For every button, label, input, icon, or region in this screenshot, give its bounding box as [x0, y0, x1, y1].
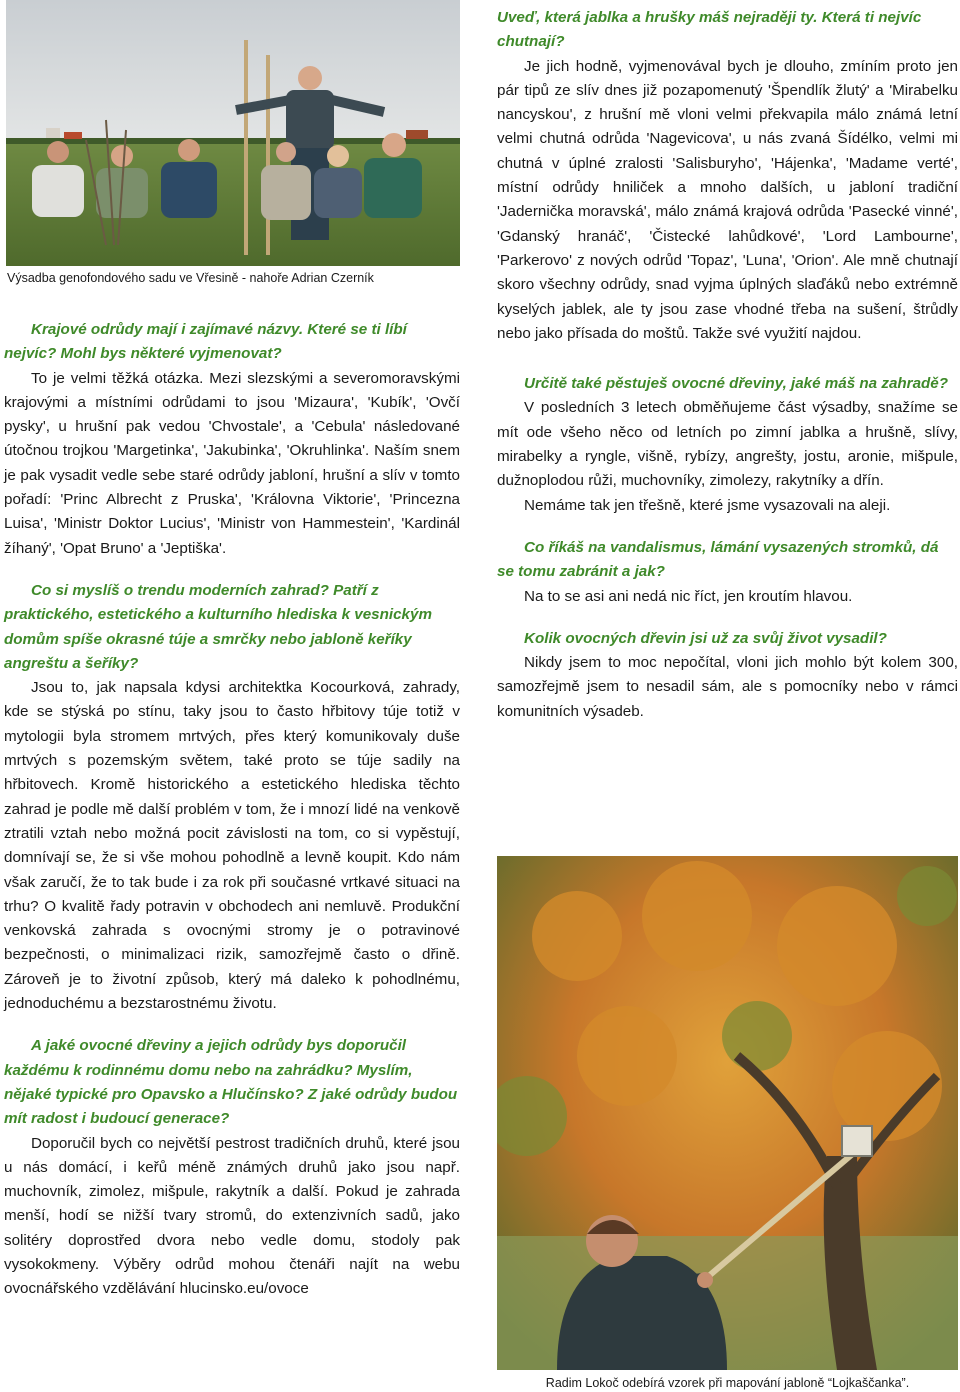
photo-planting-caption: Výsadba genofondového sadu ve Vřesině - nahoře Adrian Czerník: [7, 271, 374, 285]
answer-trees-planted: Nikdy jsem to moc nepočítal, vloni jich mohlo být kolem 300, samozřejmě jsem to nesadil sám, ale s pomocníky nebo v rámci komunitních výsadeb.: [497, 654, 958, 720]
question-modern-gardens: Co si myslíš o trendu moderních zahrad? Patří z praktického, estetického a kulturního hlediska k vesnickým domům spíše okrasné túje a smrčky nebo jabloně keříky angreštu a šeříky?: [4, 581, 432, 672]
answer-variety-names: To je velmi těžká otázka. Mezi slezskými a severomoravskými krajovými a místními odrůdami to jsou 'Mizaura', 'Kubík', 'Ovčí pysky', u hrušní pak vedou 'Chvostale', a 'Cebula' následované útočnou trojkou 'Margetinka', 'Jakubinka', 'Okruhlinka'. Naším snem je pak vysadit vedle sebe staré odrůdy jabloní, hrušní a slív v tomto pořadí: 'Princ Albrecht z Pruska', 'Královna Viktorie', 'Princezna Luisa', 'Ministr Doktor Lucius', 'Ministr von Hammestein', 'Kardinál žíhaný', 'Opat Bruno' a 'Jeptiška'.: [4, 369, 460, 557]
answer-modern-gardens: Jsou to, jak napsala kdysi architektka Kocourková, zahrady, kde se stýská po stínu, taky jsou to často hřbitovy túje totiž v mytologii byla stromem mrtvých, přes který komunikovaly duše mrtvých s pozemským světem, také proto se túje sadily na hřbitovech. Kromě historického a estetického hlediska těchto zahrad je podle mě další problém v tom, že i mnozí lidé na venkově ztratili vztah nebo možná pocit závislosti na tom, co si vypěstují, domnívají se, že si vše mohou pohodlně a levně koupit. Kdo nám však zaručí, že to tak bude i za rok při současné vrtkavé situaci na trhu? O kvalitě řady potravin v obchodech ani nemluvě. Produkční venkovská zahrada s ovocnými stromy je o potravinové bezpečnosti, o minimalizaci rizik, samozřejmě často o dřině. Zároveň je to životní způsob, který má daleko k pohodlnému, jednoduchému a bezstarostnému životu.: [4, 679, 460, 1013]
photo-apple-sampling: [497, 856, 958, 1370]
question-recommended-trees: A jaké ovocné dřeviny a jejich odrůdy bys doporučil každému k rodinnému domu nebo na zahrádku? Myslím, nějaké typické pro Opavsko a Hlučínsko? Z jaké odrůdy budou mít radost i budoucí generace?: [4, 1037, 458, 1128]
photo-planting-group: [6, 0, 460, 266]
question-favorite-apples: Uveď, která jablka a hrušky máš nejraději ty. Která ti nejvíc chutnají?: [497, 9, 922, 51]
answer-own-garden: V posledních 3 letech obměňujeme část výsadby, snažíme se mít ode všeho něco od letních po zimní jablka a hrušně, slívy, mirabelky a ryngle, višně, rybízy, angrešty, jostu, aronie, mišpule, dužnoplodou růži, muchovníky, zimolezy, rakytníky a dřín.: [497, 399, 958, 490]
question-vandalism: Co říkáš na vandalismus, lámání vysazených stromků, dá se tomu zabránit a jak?: [497, 538, 939, 581]
left-column: [4, 318, 460, 1302]
answer-own-garden-cherries: Nemáme tak jen třešně, které jsme vysazovali na aleji.: [524, 496, 891, 514]
question-variety-names: Krajové odrůdy mají i zajímavé názvy. Které se ti líbí nejvíc? Mohl bys některé vyjmenovat?: [4, 321, 407, 363]
answer-vandalism: Na to se asi ani nedá nic říct, jen kroutím hlavou.: [524, 587, 853, 605]
question-trees-planted: Kolik ovocných dřevin jsi už za svůj život vysadil?: [524, 629, 887, 647]
right-column: [497, 6, 958, 724]
photo-apple-sampling-caption: Radim Lokoč odebírá vzorek při mapování jabloně “Lojkaščanka”.: [545, 1376, 910, 1390]
answer-favorite-apples: Je jich hodně, vyjmenovával bych je dlouho, zmíním proto jen pár tipů ze slív dnes již pozapomenutý 'Špendlík žlutý' a 'Mirabelku nancyskou', z hrušní mě vloni velmi překvapila málo známá letní velmi chutná odrůda 'Nagevicova', u nás zvaná Šídélko, velmi mi chutná v úplné zralosti 'Salisburyho', 'Hájenka', 'Madame verté', místní odrůdy hniliček a mnoho dalších, u jabloní tradiční 'Jadernička moravská', málo známá krajová odrůda 'Pasecké vinné', 'Gdanský hranáč', 'Čistecké lahůdkové', 'Lord Lambourne', 'Parkerovo' z nových odrůd 'Topaz', 'Luna', 'Orion'. Ale mně chutnají skoro všechny odrůdy, snad vyjma úplných slaďáků nebo extrémně kyselých jablek, ale ty jsou zase vhodné třeba na sušení, štrůdly nebo jako přísada do moštů. Takže své využití najdou.: [497, 57, 958, 342]
question-own-garden: Určitě také pěstuješ ovocné dřeviny, jaké máš na zahradě?: [524, 375, 949, 393]
answer-recommended-trees: Doporučil bych co největší pestrost tradičních druhů, které jsou u nás domácí, i keřů méně známých druhů jako jsou např. muchovník, zimolez, mišpule, rakytník a další. Pokud je zahrada menší, hodí se nižší tvary stromů, do extenzivních sadů, jako solitéry doprostřed dvora nebo vedle domu, stodoly pak vysokokmeny. Výběry odrůd mohou čtenáři najít na webu ovocnářského vzdělávání hlucinsko.eu/ovoce: [4, 1134, 460, 1298]
